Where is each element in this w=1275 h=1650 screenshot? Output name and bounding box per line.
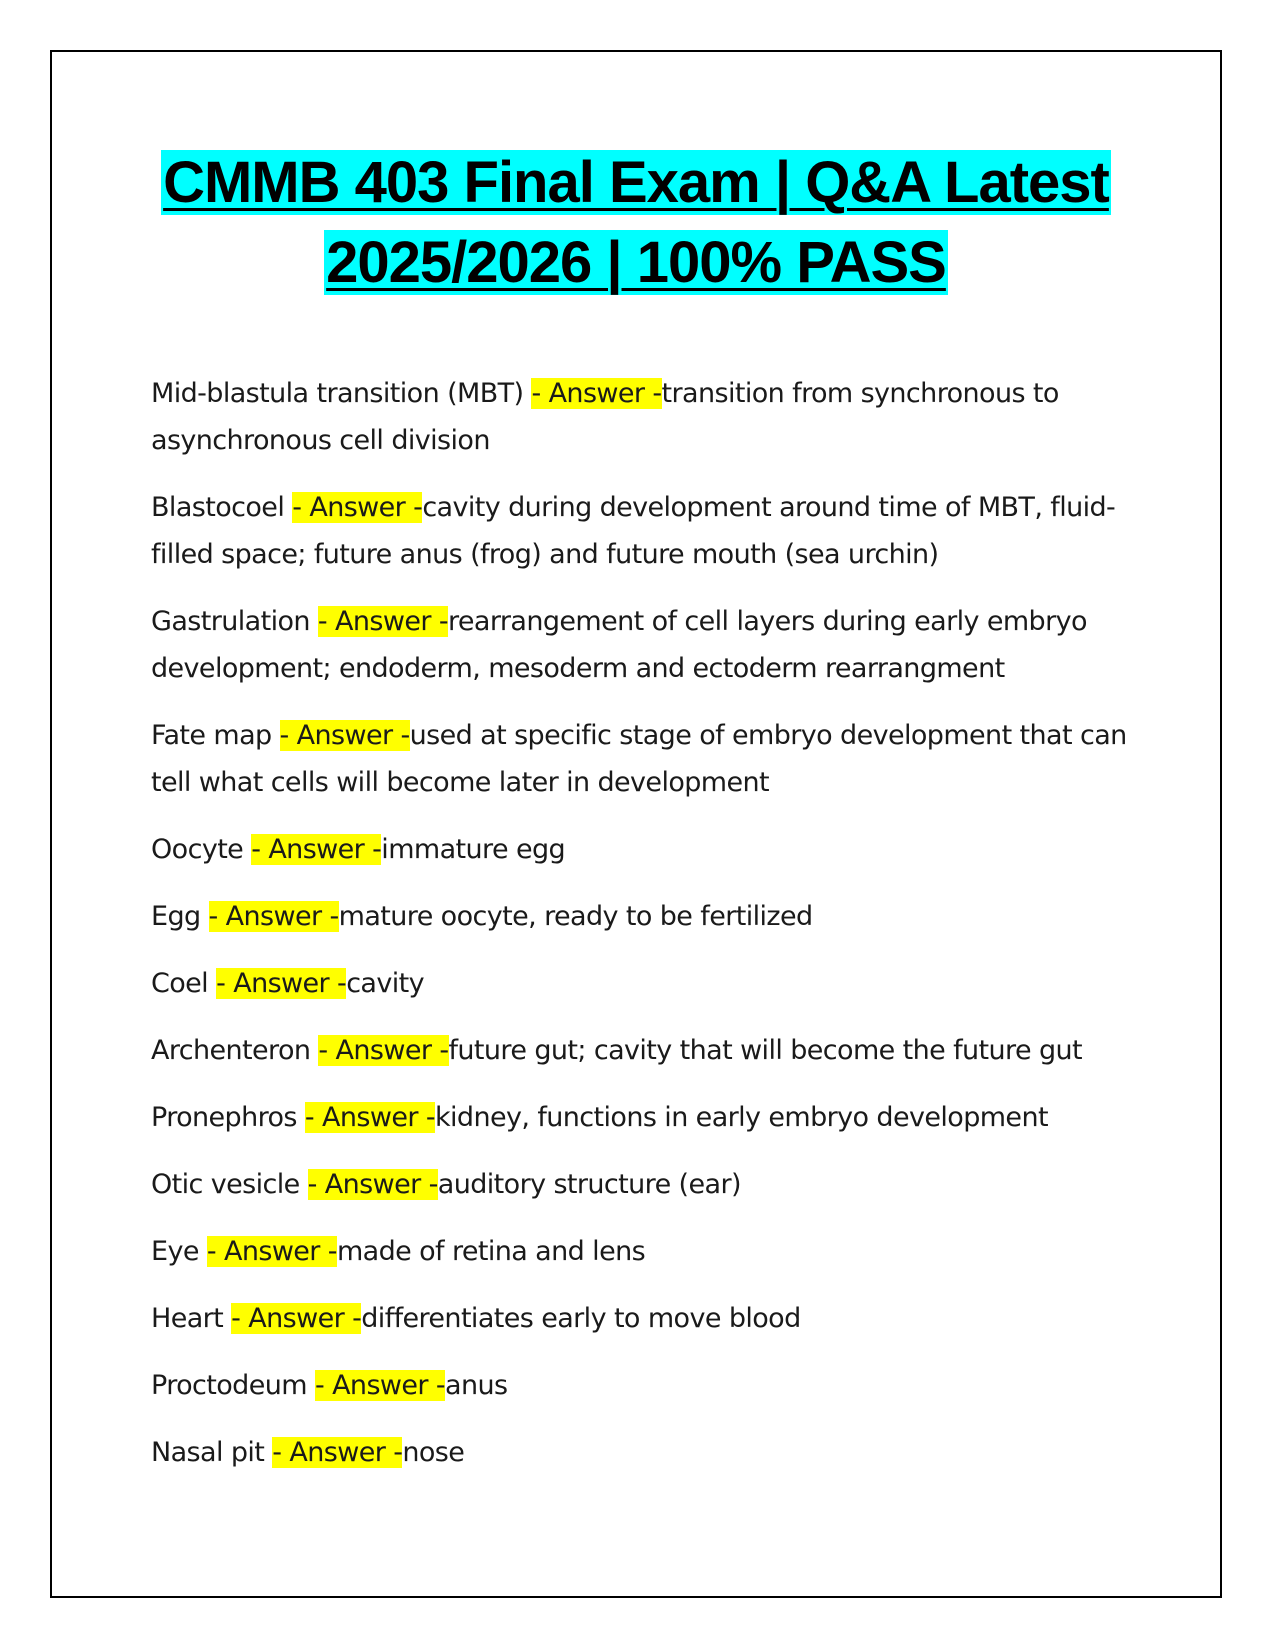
qa-term: Blastocoel <box>151 492 293 523</box>
qa-definition: immature egg <box>381 834 566 865</box>
qa-item <box>151 826 1141 873</box>
qa-item <box>151 1161 1141 1208</box>
qa-item <box>151 598 1141 692</box>
answer-marker: - Answer - <box>272 1437 403 1468</box>
answer-marker: - Answer - <box>307 1169 438 1200</box>
qa-term: Nasal pit <box>151 1437 273 1468</box>
qa-term: Coel <box>151 968 217 999</box>
qa-item <box>151 370 1141 464</box>
qa-definition: nose <box>402 1437 465 1468</box>
qa-item <box>151 712 1141 806</box>
page-title <box>50 143 1222 303</box>
qa-definition: future gut; cavity that will become the future gut <box>448 1035 1082 1066</box>
qa-term: Oocyte <box>151 834 252 865</box>
qa-item <box>151 484 1141 578</box>
answer-marker: - Answer - <box>304 1102 435 1133</box>
qa-definition: auditory structure (ear) <box>437 1169 741 1200</box>
qa-term: Eye <box>151 1236 207 1267</box>
qa-term: Archenteron <box>151 1035 319 1066</box>
qa-list <box>151 370 1141 1496</box>
answer-marker: - Answer - <box>318 1035 449 1066</box>
qa-definition: mature oocyte, ready to be fertilized <box>338 901 813 932</box>
qa-item <box>151 1094 1141 1141</box>
answer-marker: - Answer - <box>206 1236 337 1267</box>
qa-definition: cavity <box>346 968 425 999</box>
answer-marker: - Answer - <box>216 968 347 999</box>
answer-marker: - Answer - <box>231 1303 362 1334</box>
qa-term: Pronephros <box>151 1102 305 1133</box>
answer-marker: - Answer - <box>531 378 662 409</box>
qa-term: Egg <box>151 901 209 932</box>
qa-item <box>151 1429 1141 1476</box>
qa-definition: made of retina and lens <box>336 1236 646 1267</box>
qa-definition: rearrangement of cell layers during early embryo development; endoderm, mesoderm and ectoderm rearrangment <box>151 606 1087 684</box>
qa-definition: transition from synchronous to asynchronous cell division <box>151 378 1059 456</box>
qa-item <box>151 1228 1141 1275</box>
qa-term: Proctodeum <box>151 1370 315 1401</box>
qa-definition: anus <box>445 1370 508 1401</box>
qa-definition: kidney, functions in early embryo development <box>435 1102 1048 1133</box>
qa-term: Otic vesicle <box>151 1169 308 1200</box>
qa-item <box>151 1027 1141 1074</box>
qa-definition: differentiates early to move blood <box>361 1303 801 1334</box>
qa-item <box>151 893 1141 940</box>
answer-marker: - Answer - <box>292 492 423 523</box>
qa-term: Mid-blastula transition (MBT) <box>151 378 532 409</box>
qa-item <box>151 1362 1141 1409</box>
title-line-1: CMMB 403 Final Exam | Q&A Latest <box>163 150 1109 215</box>
title-line-2: 2025/2026 | 100% PASS <box>326 230 946 295</box>
qa-term: Heart <box>151 1303 232 1334</box>
answer-marker: - Answer - <box>279 720 410 751</box>
qa-definition: used at specific stage of embryo development that can tell what cells will become later in development <box>151 720 1127 798</box>
qa-item <box>151 1295 1141 1342</box>
qa-item <box>151 960 1141 1007</box>
answer-marker: - Answer - <box>314 1370 446 1401</box>
answer-marker: - Answer - <box>317 606 448 637</box>
qa-definition: cavity during development around time of MBT, fluid-filled space; future anus (frog) and future mouth (sea urchin) <box>151 492 1116 570</box>
answer-marker: - Answer - <box>208 901 339 932</box>
qa-term: Fate map <box>151 720 280 751</box>
qa-term: Gastrulation <box>151 606 318 637</box>
answer-marker: - Answer - <box>251 834 382 865</box>
